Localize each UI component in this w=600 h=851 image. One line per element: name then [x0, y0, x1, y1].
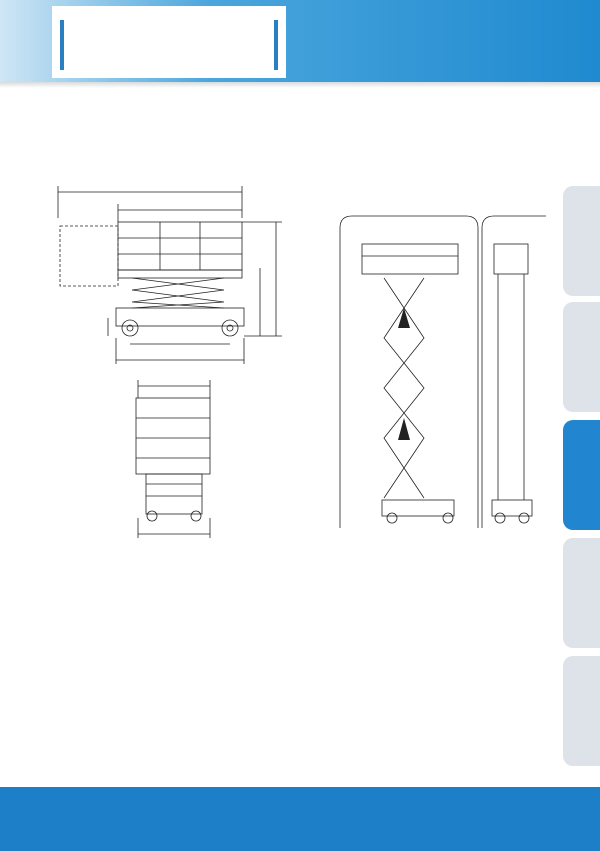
scissor-cylinder-upper: [398, 308, 410, 328]
extension-deck-outline: [60, 226, 118, 286]
platform-deck: [118, 270, 242, 278]
scissor-arms: [132, 278, 224, 308]
reach-envelope-front: [340, 216, 478, 528]
company-logo[interactable]: [52, 6, 286, 78]
tab-sonstiges[interactable]: [563, 656, 600, 766]
header-banner: [0, 0, 600, 82]
platform-rail: [118, 222, 242, 270]
reach-side-platform: [494, 244, 528, 274]
front-view-chassis: [146, 474, 202, 514]
scissor-cylinder-lower: [398, 418, 410, 440]
reach-diagram: [300, 178, 550, 548]
header-divider: [0, 82, 600, 88]
tab-transportfahrzeuge[interactable]: [563, 302, 600, 412]
logo-bar-left: [60, 20, 64, 70]
tab-stapler[interactable]: [563, 538, 600, 648]
technical-drawing: [50, 178, 290, 538]
tab-krane[interactable]: [563, 186, 600, 296]
tab-arbeitsbuehnen[interactable]: [563, 420, 600, 530]
reach-front-chassis: [382, 500, 454, 516]
chassis: [116, 308, 244, 326]
footer: [0, 787, 600, 851]
front-view-rail: [136, 398, 210, 474]
wheel-front: [222, 320, 238, 336]
reach-envelope-side: [482, 216, 546, 528]
reach-front-platform: [362, 244, 458, 274]
logo-bar-right: [274, 20, 278, 70]
wheel-rear: [122, 320, 138, 336]
